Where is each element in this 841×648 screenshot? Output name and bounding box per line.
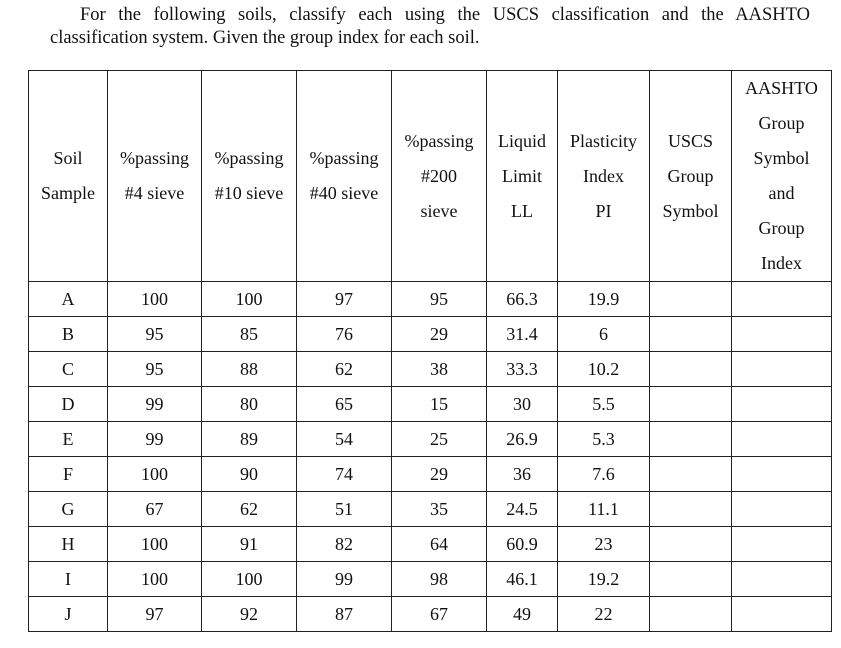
uscs-symbol-cell	[650, 422, 732, 457]
passing-4-cell: 99	[108, 422, 202, 457]
sample-cell: B	[29, 317, 108, 352]
header-line: %passing	[404, 130, 474, 151]
passing-10-cell: 89	[202, 422, 297, 457]
passing-10-cell: 90	[202, 457, 297, 492]
sample-cell: E	[29, 422, 108, 457]
plasticity-index-cell: 7.6	[558, 457, 650, 492]
header-line: Group	[667, 165, 714, 186]
aashto-symbol-cell	[732, 352, 832, 387]
header-line: PI	[595, 200, 612, 221]
passing-200-cell: 64	[392, 527, 487, 562]
plasticity-index-cell: 11.1	[558, 492, 650, 527]
passing-10-cell: 85	[202, 317, 297, 352]
plasticity-index-cell: 10.2	[558, 352, 650, 387]
plasticity-index-cell: 23	[558, 527, 650, 562]
passing-200-cell: 38	[392, 352, 487, 387]
table-row	[29, 527, 832, 562]
problem-statement-line-1: For the following soils, classify each using the USCS classification and the AASHTO	[80, 5, 810, 25]
aashto-symbol-cell	[732, 527, 832, 562]
passing-200-cell: 25	[392, 422, 487, 457]
passing-40-cell: 87	[297, 597, 392, 632]
passing-4-cell: 67	[108, 492, 202, 527]
sample-cell: I	[29, 562, 108, 597]
header-line: Index	[761, 253, 802, 273]
uscs-symbol-cell	[650, 282, 732, 317]
uscs-symbol-cell	[650, 492, 732, 527]
passing-200-cell: 29	[392, 317, 487, 352]
header-line: #10 sieve	[214, 183, 284, 203]
passing-10-cell: 91	[202, 527, 297, 562]
passing-4-cell: 100	[108, 282, 202, 317]
table-row	[29, 457, 832, 492]
plasticity-index-cell: 5.5	[558, 387, 650, 422]
passing-10-cell: 100	[202, 282, 297, 317]
liquid-limit-cell: 24.5	[487, 492, 558, 527]
header-line: #4 sieve	[124, 183, 185, 203]
passing-10-cell: 62	[202, 492, 297, 527]
problem-statement	[50, 4, 810, 50]
liquid-limit-cell: 33.3	[487, 352, 558, 387]
header-line: #200	[421, 165, 457, 186]
passing-40-cell: 76	[297, 317, 392, 352]
liquid-limit-cell: 60.9	[487, 527, 558, 562]
header-aashto-group-symbol-index	[732, 71, 832, 282]
header-passing-40-sieve	[297, 71, 392, 282]
header-line: %passing	[214, 148, 284, 168]
passing-40-cell: 65	[297, 387, 392, 422]
passing-4-cell: 95	[108, 352, 202, 387]
uscs-symbol-cell	[650, 387, 732, 422]
uscs-symbol-cell	[650, 457, 732, 492]
header-line: Sample	[41, 183, 95, 203]
liquid-limit-cell: 26.9	[487, 422, 558, 457]
passing-40-cell: 51	[297, 492, 392, 527]
header-line: AASHTO	[745, 78, 818, 98]
aashto-symbol-cell	[732, 457, 832, 492]
header-liquid-limit	[487, 71, 558, 282]
sample-cell: G	[29, 492, 108, 527]
header-line: USCS	[667, 130, 714, 151]
aashto-symbol-cell	[732, 562, 832, 597]
liquid-limit-cell: 30	[487, 387, 558, 422]
table-row	[29, 562, 832, 597]
header-line: and	[768, 183, 795, 203]
header-passing-10-sieve	[202, 71, 297, 282]
passing-10-cell: 92	[202, 597, 297, 632]
header-line: %passing	[120, 148, 189, 168]
table-row	[29, 352, 832, 387]
plasticity-index-cell: 6	[558, 317, 650, 352]
header-line: Group	[758, 218, 805, 238]
passing-40-cell: 82	[297, 527, 392, 562]
table-row	[29, 387, 832, 422]
passing-200-cell: 67	[392, 597, 487, 632]
uscs-symbol-cell	[650, 352, 732, 387]
header-passing-200-sieve	[392, 71, 487, 282]
passing-4-cell: 97	[108, 597, 202, 632]
soil-classification-table	[28, 70, 832, 632]
aashto-symbol-cell	[732, 492, 832, 527]
plasticity-index-cell: 19.2	[558, 562, 650, 597]
header-line: Group	[758, 113, 805, 133]
uscs-symbol-cell	[650, 562, 732, 597]
aashto-symbol-cell	[732, 597, 832, 632]
sample-cell: F	[29, 457, 108, 492]
liquid-limit-cell: 49	[487, 597, 558, 632]
passing-200-cell: 98	[392, 562, 487, 597]
passing-4-cell: 100	[108, 457, 202, 492]
passing-10-cell: 88	[202, 352, 297, 387]
passing-40-cell: 54	[297, 422, 392, 457]
passing-200-cell: 15	[392, 387, 487, 422]
passing-4-cell: 100	[108, 562, 202, 597]
liquid-limit-cell: 31.4	[487, 317, 558, 352]
sample-cell: H	[29, 527, 108, 562]
header-line: sieve	[420, 200, 458, 221]
passing-4-cell: 95	[108, 317, 202, 352]
plasticity-index-cell: 5.3	[558, 422, 650, 457]
header-line: LL	[511, 200, 533, 221]
uscs-symbol-cell	[650, 597, 732, 632]
passing-10-cell: 80	[202, 387, 297, 422]
table-row	[29, 282, 832, 317]
header-plasticity-index	[558, 71, 650, 282]
header-line: Plasticity	[570, 130, 637, 151]
passing-40-cell: 62	[297, 352, 392, 387]
table-row	[29, 492, 832, 527]
header-line: Symbol	[662, 200, 719, 221]
header-line: Soil	[53, 148, 83, 168]
header-soil-sample	[29, 71, 108, 282]
uscs-symbol-cell	[650, 527, 732, 562]
liquid-limit-cell: 46.1	[487, 562, 558, 597]
table-row	[29, 597, 832, 632]
passing-10-cell: 100	[202, 562, 297, 597]
sample-cell: D	[29, 387, 108, 422]
passing-40-cell: 99	[297, 562, 392, 597]
header-row	[29, 71, 832, 282]
passing-4-cell: 100	[108, 527, 202, 562]
table-row	[29, 422, 832, 457]
header-line: Index	[583, 165, 624, 186]
table-header	[29, 71, 832, 282]
header-line: #40 sieve	[309, 183, 379, 203]
aashto-symbol-cell	[732, 387, 832, 422]
header-line: Liquid	[498, 130, 546, 151]
plasticity-index-cell: 22	[558, 597, 650, 632]
sample-cell: C	[29, 352, 108, 387]
header-line: Limit	[502, 165, 542, 186]
passing-200-cell: 95	[392, 282, 487, 317]
passing-200-cell: 35	[392, 492, 487, 527]
table-body	[29, 282, 832, 632]
header-line: Symbol	[753, 148, 810, 168]
plasticity-index-cell: 19.9	[558, 282, 650, 317]
sample-cell: A	[29, 282, 108, 317]
header-line: %passing	[309, 148, 379, 168]
passing-4-cell: 99	[108, 387, 202, 422]
passing-40-cell: 97	[297, 282, 392, 317]
sample-cell: J	[29, 597, 108, 632]
problem-statement-line-2: classification system. Given the group index for each soil.	[50, 28, 480, 48]
liquid-limit-cell: 66.3	[487, 282, 558, 317]
liquid-limit-cell: 36	[487, 457, 558, 492]
aashto-symbol-cell	[732, 317, 832, 352]
aashto-symbol-cell	[732, 282, 832, 317]
passing-40-cell: 74	[297, 457, 392, 492]
table-row	[29, 317, 832, 352]
uscs-symbol-cell	[650, 317, 732, 352]
passing-200-cell: 29	[392, 457, 487, 492]
header-uscs-group-symbol	[650, 71, 732, 282]
aashto-symbol-cell	[732, 422, 832, 457]
header-passing-4-sieve	[108, 71, 202, 282]
